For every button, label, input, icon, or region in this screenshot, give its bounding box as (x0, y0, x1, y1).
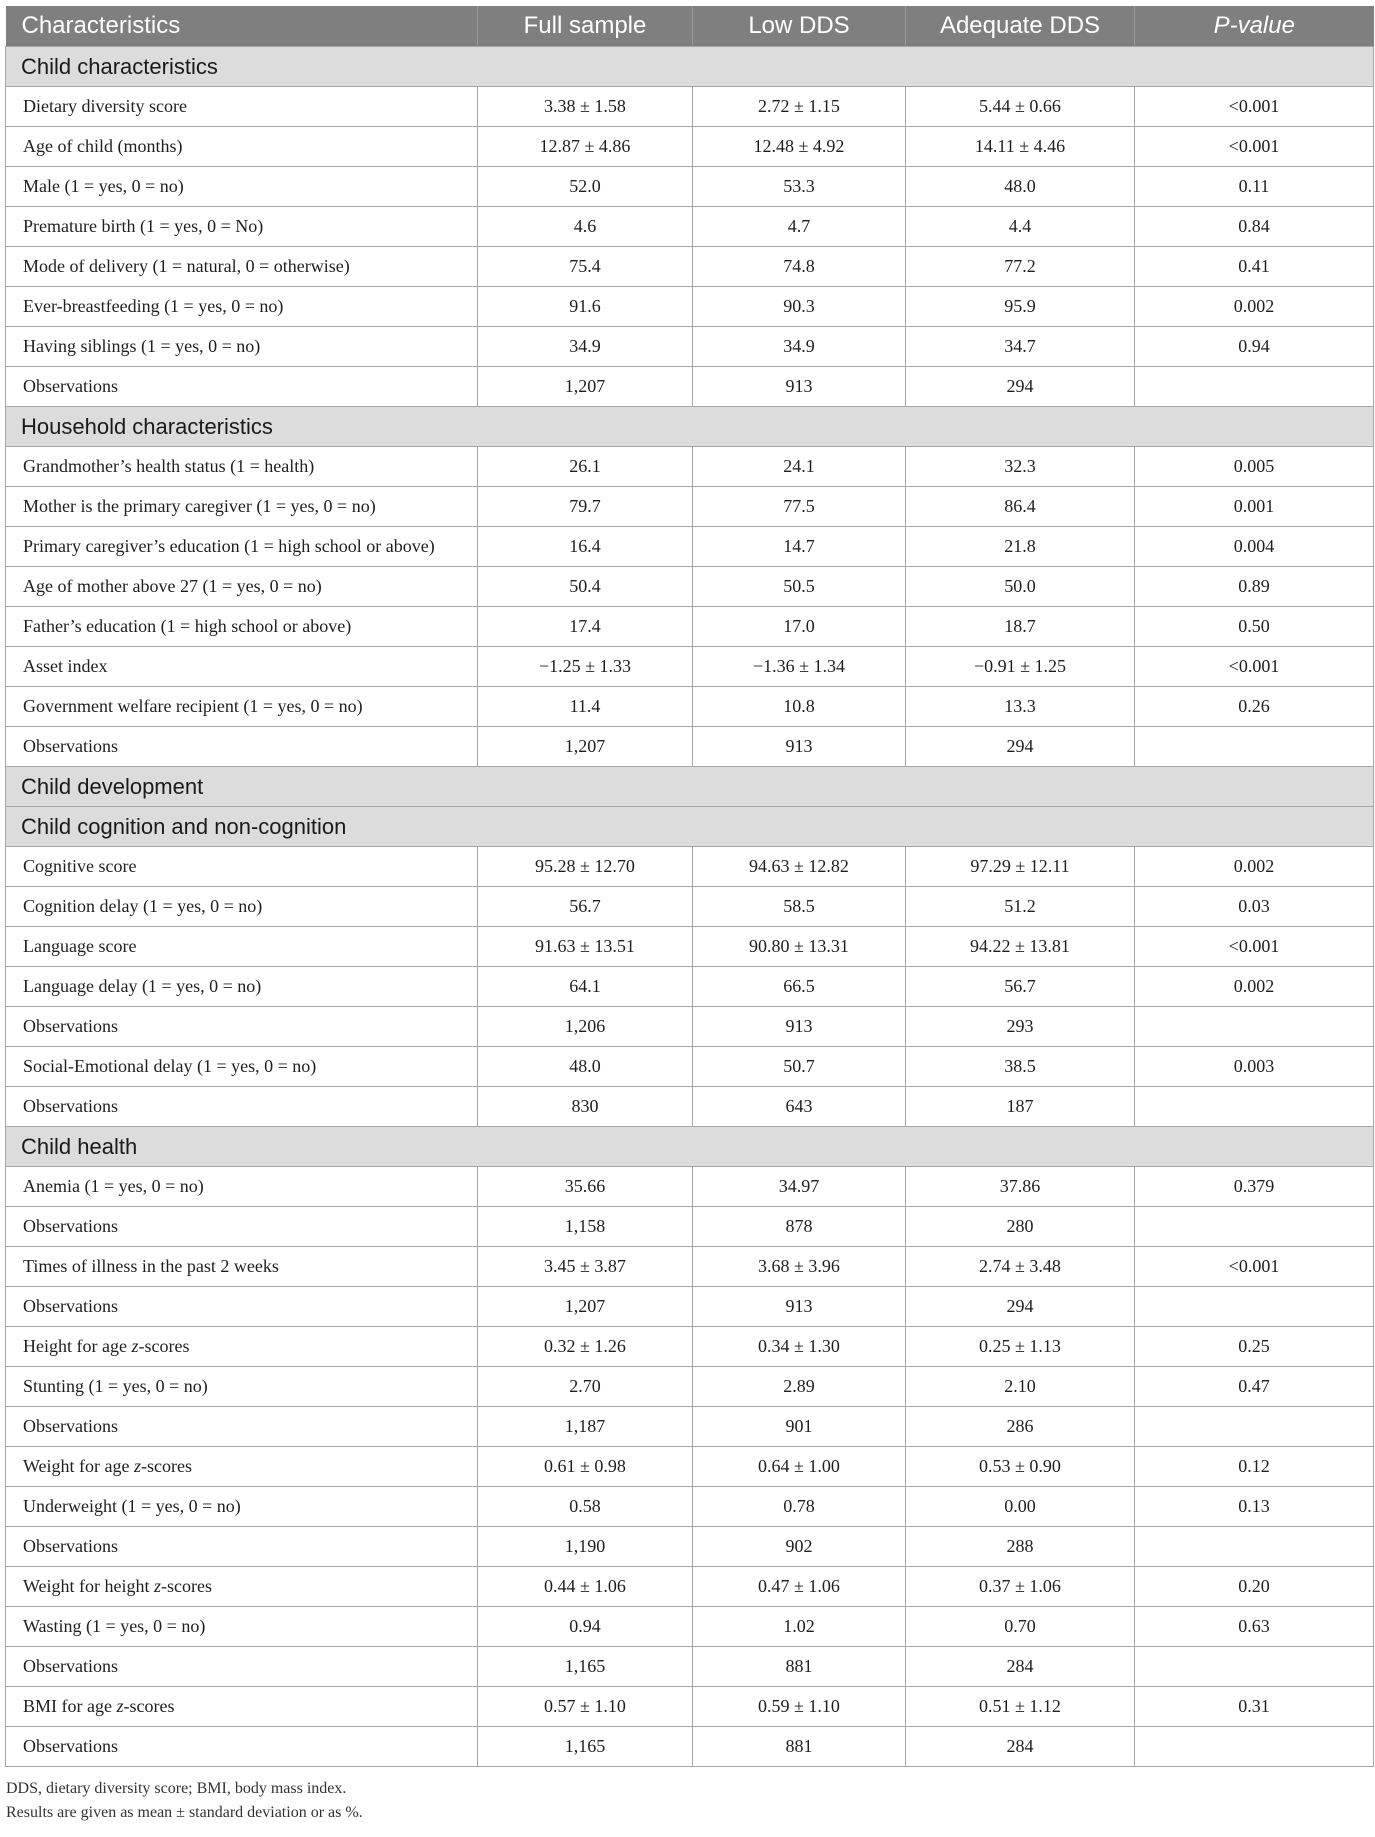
table-cell: 90.80 ± 13.31 (693, 927, 906, 967)
table-cell: <0.001 (1135, 647, 1374, 687)
table-cell: 0.379 (1135, 1167, 1374, 1207)
table-cell: 17.4 (478, 607, 693, 647)
table-cell: 294 (906, 367, 1135, 407)
row-label: Times of illness in the past 2 weeks (6, 1247, 478, 1287)
row-label: Having siblings (1 = yes, 0 = no) (6, 327, 478, 367)
table-row (6, 607, 1374, 647)
table-cell: 0.03 (1135, 887, 1374, 927)
table-body (6, 47, 1374, 1767)
column-header: Adequate DDS (906, 6, 1135, 47)
table-cell: 50.7 (693, 1047, 906, 1087)
table-cell: 56.7 (906, 967, 1135, 1007)
table-cell: 1,206 (478, 1007, 693, 1047)
table-cell: 0.25 (1135, 1327, 1374, 1367)
table-cell: 0.20 (1135, 1567, 1374, 1607)
column-header: Full sample (478, 6, 693, 47)
table-cell: 0.002 (1135, 287, 1374, 327)
table-cell: 0.12 (1135, 1447, 1374, 1487)
table-row (6, 1047, 1374, 1087)
table-row (6, 1087, 1374, 1127)
row-label: Age of mother above 27 (1 = yes, 0 = no) (6, 567, 478, 607)
table-cell: 0.37 ± 1.06 (906, 1567, 1135, 1607)
row-label: Stunting (1 = yes, 0 = no) (6, 1367, 478, 1407)
row-label: Weight for height z-scores (6, 1567, 478, 1607)
table-cell: 1,165 (478, 1727, 693, 1767)
table-cell: 0.84 (1135, 207, 1374, 247)
table-row (6, 1727, 1374, 1767)
document (5, 6, 1373, 1825)
row-label: Ever-breastfeeding (1 = yes, 0 = no) (6, 287, 478, 327)
table-cell: 0.61 ± 0.98 (478, 1447, 693, 1487)
table-row (6, 727, 1374, 767)
row-label: Language delay (1 = yes, 0 = no) (6, 967, 478, 1007)
section-header-row (6, 407, 1374, 447)
table-row (6, 207, 1374, 247)
table-cell: 1,158 (478, 1207, 693, 1247)
table-cell: 286 (906, 1407, 1135, 1447)
table-row (6, 447, 1374, 487)
table-cell: <0.001 (1135, 1247, 1374, 1287)
table-cell: 0.005 (1135, 447, 1374, 487)
table-cell: 830 (478, 1087, 693, 1127)
table-row (6, 87, 1374, 127)
table-cell: 18.7 (906, 607, 1135, 647)
table-cell: 94.63 ± 12.82 (693, 847, 906, 887)
table-cell: 0.64 ± 1.00 (693, 1447, 906, 1487)
row-label: BMI for age z-scores (6, 1687, 478, 1727)
table-cell: 11.4 (478, 687, 693, 727)
table-cell (1135, 1087, 1374, 1127)
table-header-row (6, 6, 1374, 47)
column-header: Low DDS (693, 6, 906, 47)
column-header: P-value (1135, 6, 1374, 47)
table-row (6, 367, 1374, 407)
row-label: Social-Emotional delay (1 = yes, 0 = no) (6, 1047, 478, 1087)
table-cell: 0.94 (1135, 327, 1374, 367)
table-cell: 294 (906, 727, 1135, 767)
table-cell: 4.6 (478, 207, 693, 247)
row-label: Observations (6, 1727, 478, 1767)
table-cell: 0.001 (1135, 487, 1374, 527)
table-cell: 0.25 ± 1.13 (906, 1327, 1135, 1367)
table-cell: 0.58 (478, 1487, 693, 1527)
table-cell: 2.70 (478, 1367, 693, 1407)
section-title: Child characteristics (6, 47, 1374, 87)
table-cell: 1,207 (478, 367, 693, 407)
table-cell: 280 (906, 1207, 1135, 1247)
table-cell: 24.1 (693, 447, 906, 487)
table-row (6, 487, 1374, 527)
row-label: Observations (6, 1207, 478, 1247)
table-cell: 74.8 (693, 247, 906, 287)
table-cell: <0.001 (1135, 127, 1374, 167)
table-cell: 0.002 (1135, 967, 1374, 1007)
table-row (6, 1687, 1374, 1727)
table-cell: 4.4 (906, 207, 1135, 247)
row-label: Primary caregiver’s education (1 = high school or above) (6, 527, 478, 567)
table-cell: 0.70 (906, 1607, 1135, 1647)
table-cell: 0.41 (1135, 247, 1374, 287)
row-label: Cognitive score (6, 847, 478, 887)
table-cell: 1,190 (478, 1527, 693, 1567)
table-cell: 901 (693, 1407, 906, 1447)
table-row (6, 527, 1374, 567)
table-cell: 0.00 (906, 1487, 1135, 1527)
row-label: Premature birth (1 = yes, 0 = No) (6, 207, 478, 247)
row-label: Government welfare recipient (1 = yes, 0 = no) (6, 687, 478, 727)
table-cell: 35.66 (478, 1167, 693, 1207)
table-cell: 12.48 ± 4.92 (693, 127, 906, 167)
table-cell: 79.7 (478, 487, 693, 527)
table-cell: 77.2 (906, 247, 1135, 287)
table-cell: 0.34 ± 1.30 (693, 1327, 906, 1367)
table-row (6, 1247, 1374, 1287)
row-label: Male (1 = yes, 0 = no) (6, 167, 478, 207)
table-row (6, 567, 1374, 607)
row-label: Age of child (months) (6, 127, 478, 167)
table-row (6, 1167, 1374, 1207)
table-cell: 913 (693, 1007, 906, 1047)
table-cell: 1,165 (478, 1647, 693, 1687)
table-row (6, 1007, 1374, 1047)
table-row (6, 687, 1374, 727)
section-header-row (6, 807, 1374, 847)
table-cell: 4.7 (693, 207, 906, 247)
table-cell: 2.72 ± 1.15 (693, 87, 906, 127)
table-row (6, 1447, 1374, 1487)
table-cell: 10.8 (693, 687, 906, 727)
table-cell: 66.5 (693, 967, 906, 1007)
table-cell (1135, 1647, 1374, 1687)
table-row (6, 1407, 1374, 1447)
row-label: Cognition delay (1 = yes, 0 = no) (6, 887, 478, 927)
table-row (6, 327, 1374, 367)
table-cell: 17.0 (693, 607, 906, 647)
table-cell: 0.003 (1135, 1047, 1374, 1087)
table-cell: 187 (906, 1087, 1135, 1127)
row-label: Observations (6, 1647, 478, 1687)
table-cell: −1.36 ± 1.34 (693, 647, 906, 687)
table-cell: 1,207 (478, 727, 693, 767)
characteristics-table (5, 6, 1374, 1767)
row-label: Asset index (6, 647, 478, 687)
table-row (6, 847, 1374, 887)
table-cell: 1,207 (478, 1287, 693, 1327)
table-cell: 14.11 ± 4.46 (906, 127, 1135, 167)
table-cell: 2.74 ± 3.48 (906, 1247, 1135, 1287)
table-cell: 51.2 (906, 887, 1135, 927)
table-cell: 284 (906, 1647, 1135, 1687)
table-cell: 288 (906, 1527, 1135, 1567)
table-cell: 38.5 (906, 1047, 1135, 1087)
table-cell: 294 (906, 1287, 1135, 1327)
table-cell: 0.47 (1135, 1367, 1374, 1407)
table-cell: 0.11 (1135, 167, 1374, 207)
section-title: Child health (6, 1127, 1374, 1167)
table-cell: 0.47 ± 1.06 (693, 1567, 906, 1607)
table-row (6, 1367, 1374, 1407)
table-cell: 91.6 (478, 287, 693, 327)
row-label: Language score (6, 927, 478, 967)
table-cell: 52.0 (478, 167, 693, 207)
row-label: Observations (6, 1287, 478, 1327)
section-title: Child cognition and non-cognition (6, 807, 1374, 847)
table-cell: 77.5 (693, 487, 906, 527)
table-cell: 53.3 (693, 167, 906, 207)
row-label: Weight for age z-scores (6, 1447, 478, 1487)
table-cell (1135, 1727, 1374, 1767)
table-cell: 90.3 (693, 287, 906, 327)
table-cell (1135, 1527, 1374, 1567)
column-header: Characteristics (6, 6, 478, 47)
table-cell: 56.7 (478, 887, 693, 927)
table-cell: <0.001 (1135, 927, 1374, 967)
table-row (6, 247, 1374, 287)
table-cell: 0.53 ± 0.90 (906, 1447, 1135, 1487)
table-cell: 0.94 (478, 1607, 693, 1647)
table-cell: 0.78 (693, 1487, 906, 1527)
table-cell (1135, 1007, 1374, 1047)
table-row (6, 1207, 1374, 1247)
table-cell: 0.26 (1135, 687, 1374, 727)
table-cell (1135, 367, 1374, 407)
table-cell: 2.10 (906, 1367, 1135, 1407)
table-cell (1135, 1207, 1374, 1247)
row-label: Mode of delivery (1 = natural, 0 = otherwise) (6, 247, 478, 287)
table-cell: 50.4 (478, 567, 693, 607)
section-header-row (6, 47, 1374, 87)
table-row (6, 887, 1374, 927)
table-cell: 0.89 (1135, 567, 1374, 607)
table-cell (1135, 1407, 1374, 1447)
table-cell: 12.87 ± 4.86 (478, 127, 693, 167)
table-cell: 284 (906, 1727, 1135, 1767)
table-row (6, 167, 1374, 207)
table-cell: 0.002 (1135, 847, 1374, 887)
table-row (6, 287, 1374, 327)
row-label: Observations (6, 1087, 478, 1127)
section-title: Child development (6, 767, 1374, 807)
table-cell: <0.001 (1135, 87, 1374, 127)
table-cell (1135, 1287, 1374, 1327)
table-cell: 34.97 (693, 1167, 906, 1207)
table-cell: 1,187 (478, 1407, 693, 1447)
table-cell: 0.32 ± 1.26 (478, 1327, 693, 1367)
row-label: Anemia (1 = yes, 0 = no) (6, 1167, 478, 1207)
table-cell: 37.86 (906, 1167, 1135, 1207)
row-label: Height for age z-scores (6, 1327, 478, 1367)
table-cell: 91.63 ± 13.51 (478, 927, 693, 967)
table-cell: 86.4 (906, 487, 1135, 527)
table-cell: 34.9 (478, 327, 693, 367)
table-cell: 2.89 (693, 1367, 906, 1407)
table-cell: 97.29 ± 12.11 (906, 847, 1135, 887)
table-cell: 94.22 ± 13.81 (906, 927, 1135, 967)
table-row (6, 1567, 1374, 1607)
table-cell: 50.0 (906, 567, 1135, 607)
section-title: Household characteristics (6, 407, 1374, 447)
table-cell: 878 (693, 1207, 906, 1247)
row-label: Observations (6, 727, 478, 767)
table-cell: 95.9 (906, 287, 1135, 327)
table-cell: 48.0 (478, 1047, 693, 1087)
table-cell: 58.5 (693, 887, 906, 927)
footnote: Results are given as mean ± standard deviation or as %. (6, 1804, 363, 1821)
table-cell: 14.7 (693, 527, 906, 567)
table-cell: 95.28 ± 12.70 (478, 847, 693, 887)
row-label: Wasting (1 = yes, 0 = no) (6, 1607, 478, 1647)
section-header-row (6, 1127, 1374, 1167)
table-row (6, 1287, 1374, 1327)
table-row (6, 1607, 1374, 1647)
table-cell: 913 (693, 1287, 906, 1327)
table-cell: 0.13 (1135, 1487, 1374, 1527)
table-row (6, 127, 1374, 167)
table-row (6, 647, 1374, 687)
table-cell: 0.44 ± 1.06 (478, 1567, 693, 1607)
table-cell: 0.50 (1135, 607, 1374, 647)
table-cell: 26.1 (478, 447, 693, 487)
table-cell: 21.8 (906, 527, 1135, 567)
table-cell: 3.38 ± 1.58 (478, 87, 693, 127)
row-label: Observations (6, 1407, 478, 1447)
section-header-row (6, 767, 1374, 807)
table-cell: 913 (693, 367, 906, 407)
table-cell: 643 (693, 1087, 906, 1127)
table-cell: 75.4 (478, 247, 693, 287)
row-label: Underweight (1 = yes, 0 = no) (6, 1487, 478, 1527)
table-cell: 48.0 (906, 167, 1135, 207)
table-cell: 913 (693, 727, 906, 767)
table-cell: 64.1 (478, 967, 693, 1007)
table-row (6, 1527, 1374, 1567)
row-label: Observations (6, 1007, 478, 1047)
table-cell: 34.7 (906, 327, 1135, 367)
table-cell: 50.5 (693, 567, 906, 607)
table-cell: 3.45 ± 3.87 (478, 1247, 693, 1287)
table-cell: 5.44 ± 0.66 (906, 87, 1135, 127)
table-cell: 0.57 ± 1.10 (478, 1687, 693, 1727)
table-cell: 0.63 (1135, 1607, 1374, 1647)
table-row (6, 967, 1374, 1007)
table-cell: 1.02 (693, 1607, 906, 1647)
table-row (6, 1487, 1374, 1527)
footnotes (5, 1777, 1373, 1825)
table-cell: 32.3 (906, 447, 1135, 487)
table-cell: 34.9 (693, 327, 906, 367)
row-label: Dietary diversity score (6, 87, 478, 127)
table-cell: −1.25 ± 1.33 (478, 647, 693, 687)
table-cell: 0.51 ± 1.12 (906, 1687, 1135, 1727)
table-cell: 3.68 ± 3.96 (693, 1247, 906, 1287)
table-row (6, 1647, 1374, 1687)
row-label: Grandmother’s health status (1 = health) (6, 447, 478, 487)
table-cell (1135, 727, 1374, 767)
row-label: Father’s education (1 = high school or above) (6, 607, 478, 647)
row-label: Mother is the primary caregiver (1 = yes, 0 = no) (6, 487, 478, 527)
table-row (6, 1327, 1374, 1367)
table-cell: 0.004 (1135, 527, 1374, 567)
row-label: Observations (6, 1527, 478, 1567)
row-label: Observations (6, 367, 478, 407)
footnote: DDS, dietary diversity score; BMI, body mass index. (6, 1780, 347, 1797)
table-cell: 0.31 (1135, 1687, 1374, 1727)
table-cell: −0.91 ± 1.25 (906, 647, 1135, 687)
table-cell: 293 (906, 1007, 1135, 1047)
table-cell: 881 (693, 1647, 906, 1687)
table-cell: 902 (693, 1527, 906, 1567)
table-cell: 0.59 ± 1.10 (693, 1687, 906, 1727)
table-cell: 881 (693, 1727, 906, 1767)
table-cell: 16.4 (478, 527, 693, 567)
table-row (6, 927, 1374, 967)
table-cell: 13.3 (906, 687, 1135, 727)
